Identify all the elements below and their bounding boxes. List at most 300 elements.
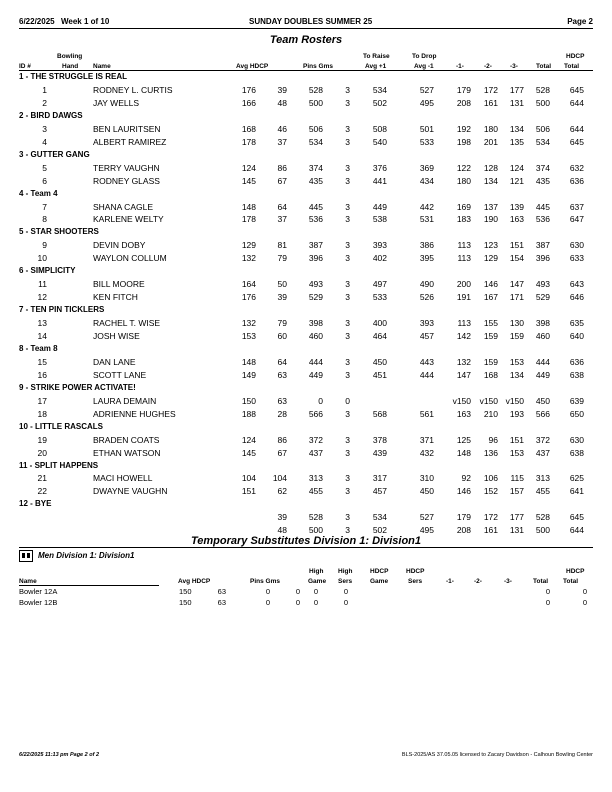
handicap-total: 650 [569, 408, 584, 419]
game-3: 163 [509, 214, 524, 225]
table-row [0, 240, 612, 253]
bowler-name: RODNEY GLASS [93, 175, 160, 186]
game-3: 134 [509, 369, 524, 380]
table-row [0, 587, 612, 598]
series-total: 396 [535, 253, 550, 264]
bowler-id: 21 [37, 473, 47, 484]
game-3: 134 [509, 123, 524, 134]
game-1: 208 [456, 97, 471, 108]
to-drop-avg: 527 [419, 512, 434, 523]
series-total: 387 [535, 240, 550, 251]
bowler-handicap: 50 [277, 279, 287, 290]
bowler-pins: 529 [308, 292, 323, 303]
bowler-handicap: 86 [277, 434, 287, 445]
game-2: 159 [483, 356, 498, 367]
bowler-id: 2 [42, 97, 47, 108]
game-3: 153 [509, 447, 524, 458]
table-row [0, 598, 612, 609]
bowler-id: 14 [37, 331, 47, 341]
subs-header-high-sers-top: High [338, 568, 353, 575]
team-label: 10 - LITTLE RASCALS [19, 421, 104, 431]
bowler-games: 3 [345, 162, 350, 173]
footer-left: 6/22/2025 11:13 pm Page 2 of 2 [19, 752, 99, 758]
table-row [0, 253, 612, 266]
bowler-id: 3 [42, 123, 47, 134]
series-total: 528 [535, 84, 550, 95]
game-1: 163 [456, 408, 471, 419]
to-drop-avg: 444 [419, 369, 434, 380]
game-3: 147 [509, 279, 524, 290]
week-label: Week 1 of 10 [61, 17, 110, 26]
bowler-name: DWAYNE VAUGHN [93, 486, 168, 497]
team-label: 9 - STRIKE POWER ACTIVATE! [19, 382, 136, 392]
bowler-average: 104 [241, 473, 256, 484]
bowler-handicap: 39 [277, 512, 287, 523]
to-raise-avg: 497 [372, 279, 387, 290]
to-drop-avg: 561 [419, 408, 434, 419]
game-3: 171 [509, 292, 524, 303]
series-total: 437 [535, 447, 550, 458]
handicap-total: 630 [569, 434, 584, 445]
bowler-handicap: 28 [277, 408, 287, 419]
report-date: 6/22/2025 [19, 17, 55, 26]
series-total: 500 [535, 97, 550, 108]
bowler-games: 3 [345, 486, 350, 497]
game-2: v150 [479, 395, 498, 406]
to-raise-avg: 449 [372, 201, 387, 212]
sub-pins: 0 [265, 597, 270, 607]
bowler-games: 3 [345, 408, 350, 419]
handicap-total: 632 [569, 162, 584, 173]
bowler-games: 3 [345, 136, 350, 147]
sub-total: 0 [545, 587, 550, 596]
game-2: 155 [483, 318, 498, 329]
bowler-pins: 566 [308, 408, 323, 419]
handicap-total: 645 [569, 84, 584, 95]
bowler-handicap: 37 [277, 214, 287, 225]
series-total: 529 [535, 292, 550, 303]
to-raise-avg: 393 [372, 240, 387, 251]
game-3: 151 [509, 240, 524, 251]
game-3: 154 [509, 253, 524, 264]
game-2: 168 [483, 369, 498, 380]
game-2: 201 [483, 136, 498, 147]
bowler-average: 148 [241, 356, 256, 367]
to-raise-avg: 457 [372, 486, 387, 497]
table-row [0, 98, 612, 111]
table-row [0, 486, 612, 499]
to-raise-avg: 464 [372, 331, 387, 341]
bowler-average: 166 [241, 97, 256, 108]
bowler-name: DEVIN DOBY [93, 240, 146, 251]
handicap-total: 646 [569, 292, 584, 303]
col-header-hand: Hand [62, 63, 79, 70]
column-header-rule [19, 70, 593, 71]
bowler-id: 16 [37, 369, 47, 380]
to-raise-avg: 376 [372, 162, 387, 173]
handicap-total: 644 [569, 123, 584, 134]
to-drop-avg: 457 [419, 331, 434, 341]
series-total: 372 [535, 434, 550, 445]
table-row [0, 137, 612, 150]
game-2: 128 [483, 162, 498, 173]
bowler-pins: 444 [308, 356, 323, 367]
series-total: 435 [535, 175, 550, 186]
table-row [0, 396, 612, 409]
to-raise-avg: 451 [372, 369, 387, 380]
game-2: 129 [483, 253, 498, 264]
handicap-total: 638 [569, 447, 584, 458]
bowler-average: 145 [241, 447, 256, 458]
game-1: 183 [456, 214, 471, 225]
to-drop-avg: 369 [419, 162, 434, 173]
bowler-handicap: 79 [277, 253, 287, 264]
bowler-games: 3 [345, 512, 350, 523]
bowler-handicap: 48 [277, 97, 287, 108]
team-label: 4 - Team 4 [19, 188, 58, 198]
game-3: 124 [509, 162, 524, 173]
game-2: 167 [483, 292, 498, 303]
table-row [0, 435, 612, 448]
to-raise-avg: 441 [372, 175, 387, 186]
bowler-name: SHANA CAGLE [93, 201, 153, 212]
bowler-name: JOSH WISE [93, 331, 140, 341]
bowler-name: BILL MOORE [93, 279, 145, 290]
to-raise-avg: 533 [372, 292, 387, 303]
bowler-handicap: 37 [277, 136, 287, 147]
bowler-id: 22 [37, 486, 47, 497]
game-1: 132 [456, 356, 471, 367]
bowler-id: 15 [37, 356, 47, 367]
handicap-total: 644 [569, 97, 584, 108]
col-header-to-drop2: Avg -1 [414, 63, 434, 70]
table-row [0, 512, 612, 525]
subs-header-g2: -2- [474, 578, 482, 585]
series-total: 460 [535, 331, 550, 341]
to-raise-avg: 508 [372, 123, 387, 134]
subs-header-hdcp-sers: Sers [408, 578, 423, 585]
to-drop-avg: 432 [419, 447, 434, 458]
subs-header-g1: -1- [446, 578, 454, 585]
subs-header-total: Total [533, 578, 549, 585]
to-drop-avg: 501 [419, 123, 434, 134]
bowler-pins: 500 [308, 525, 323, 536]
bowler-average: 150 [241, 395, 256, 406]
game-1: 113 [457, 253, 471, 264]
bowler-pins: 0 [318, 395, 323, 406]
bowler-id: 20 [37, 447, 47, 458]
game-1: 200 [456, 279, 471, 290]
handicap-total: 645 [569, 512, 584, 523]
bowler-pins: 435 [308, 175, 323, 186]
bowler-games: 3 [345, 331, 350, 341]
bowler-name: DAN LANE [93, 356, 136, 367]
bowler-average: 132 [241, 253, 256, 264]
bowler-games: 3 [345, 369, 350, 380]
subs-header-high-game-top: High [309, 568, 324, 575]
bowler-pins: 500 [308, 97, 323, 108]
table-row [0, 176, 612, 189]
game-1: 198 [456, 136, 471, 147]
series-total: 536 [535, 214, 550, 225]
bowler-handicap: 86 [277, 162, 287, 173]
bowler-id: 19 [37, 434, 47, 445]
page-number: Page 2 [567, 17, 593, 26]
subs-header-g3: -3- [504, 578, 512, 585]
col-header-hdcp-total: Total [564, 63, 580, 70]
bowler-pins: 437 [308, 447, 323, 458]
to-raise-avg: 534 [372, 512, 387, 523]
bowler-handicap: 63 [277, 395, 287, 406]
bowler-pins: 528 [308, 512, 323, 523]
bowler-average: 168 [241, 123, 256, 134]
bowler-games: 3 [345, 434, 350, 445]
subs-header-hdcp-total-top: HDCP [566, 568, 585, 575]
to-drop-avg: 533 [419, 136, 434, 147]
col-header-hdcp-total-top: HDCP [566, 53, 585, 60]
table-row [0, 357, 612, 370]
handicap-total: 644 [569, 525, 584, 536]
bowler-name: ETHAN WATSON [93, 447, 161, 458]
bowler-id: 4 [42, 136, 47, 147]
bowler-pins: 445 [308, 201, 323, 212]
sub-games: 0 [295, 587, 300, 596]
game-1: 180 [456, 175, 471, 186]
bowler-id: 13 [37, 318, 47, 329]
game-2: 161 [483, 525, 498, 536]
bowler-pins: 536 [308, 214, 323, 225]
series-total: 450 [535, 395, 550, 406]
bowler-handicap: 81 [277, 240, 287, 251]
handicap-total: 640 [569, 331, 584, 341]
col-header-g2: -2- [484, 63, 492, 70]
game-2: 210 [483, 408, 498, 419]
bowler-name: RODNEY L. CURTIS [93, 84, 173, 95]
bowler-name: MACI HOWELL [93, 473, 153, 484]
sub-name: Bowler 12B [19, 597, 58, 607]
bowler-pins: 534 [308, 136, 323, 147]
handicap-total: 647 [569, 214, 584, 225]
col-header-name: Name [93, 63, 111, 70]
game-1: 179 [456, 84, 471, 95]
team-label: 2 - BIRD DAWGS [19, 110, 83, 120]
bowler-id: 12 [37, 292, 47, 303]
game-1: 142 [456, 331, 471, 341]
bowler-handicap: 64 [277, 356, 287, 367]
series-total: 445 [535, 201, 550, 212]
to-drop-avg: 393 [419, 318, 434, 329]
game-3: 139 [509, 201, 524, 212]
series-total: 444 [535, 356, 550, 367]
subs-rule [19, 547, 593, 548]
bowler-games: 3 [345, 292, 350, 303]
game-3: v150 [505, 395, 524, 406]
col-header-bowling: Bowling [57, 53, 83, 60]
bowler-pins: 493 [308, 279, 323, 290]
sub-total: 0 [545, 597, 550, 607]
header-rule [19, 28, 593, 29]
sub-high-series: 0 [343, 597, 348, 607]
bowler-pins: 372 [308, 434, 323, 445]
sub-pins: 0 [265, 587, 270, 596]
to-drop-avg: 442 [419, 201, 434, 212]
table-row [0, 448, 612, 461]
game-2: 180 [483, 123, 498, 134]
game-3: 159 [509, 331, 524, 341]
bowler-games: 3 [345, 201, 350, 212]
game-1: 148 [456, 447, 471, 458]
to-raise-avg: 400 [372, 318, 387, 329]
bowler-games: 3 [345, 214, 350, 225]
bowler-games: 3 [345, 279, 350, 290]
sub-average: 150 [179, 597, 192, 607]
bowler-name: LAURA DEMAIN [93, 395, 157, 406]
handicap-total: 638 [569, 369, 584, 380]
sub-handicap-total: 0 [582, 587, 587, 596]
to-raise-avg: 402 [372, 253, 387, 264]
sub-handicap: 63 [217, 597, 226, 607]
game-1: 169 [456, 201, 471, 212]
bowler-average: 164 [241, 279, 256, 290]
game-1: 191 [456, 292, 471, 303]
subs-name-rule [19, 585, 159, 586]
bowler-handicap: 67 [277, 447, 287, 458]
table-row [0, 279, 612, 292]
bowler-handicap: 63 [277, 369, 287, 380]
to-drop-avg: 495 [419, 525, 434, 536]
team-label: 6 - SIMPLICITY [19, 266, 76, 276]
handicap-total: 636 [569, 175, 584, 186]
team-label: 5 - STAR SHOOTERS [19, 227, 99, 237]
subs-header-pins-gms: Pins Gms [250, 578, 280, 585]
team-label: 3 - GUTTER GANG [19, 149, 90, 159]
bowler-id: 9 [42, 240, 47, 251]
col-header-to-raise2: Avg +1 [365, 63, 387, 70]
bowler-name: ADRIENNE HUGHES [93, 408, 176, 419]
to-drop-avg: 531 [419, 214, 434, 225]
table-row [0, 163, 612, 176]
bowler-pins: 449 [308, 369, 323, 380]
bowler-id: 7 [42, 201, 47, 212]
game-2: 152 [483, 486, 498, 497]
bowler-average: 124 [241, 434, 256, 445]
to-raise-avg: 317 [372, 473, 387, 484]
subs-header-hdcp-sers-top: HDCP [406, 568, 425, 575]
game-1: v150 [452, 395, 471, 406]
col-header-to-raise: To Raise [363, 53, 390, 60]
bowler-handicap: 60 [277, 331, 287, 341]
bowler-pins: 374 [308, 162, 323, 173]
game-1: 146 [456, 486, 471, 497]
game-2: 190 [483, 214, 498, 225]
bowler-id: 11 [38, 279, 47, 290]
handicap-total: 639 [569, 395, 584, 406]
series-total: 449 [535, 369, 550, 380]
table-row [0, 331, 612, 344]
to-drop-avg: 527 [419, 84, 434, 95]
sub-games: 0 [295, 597, 300, 607]
sub-high-series: 0 [343, 587, 348, 596]
bowler-handicap: 62 [277, 486, 287, 497]
game-3: 151 [509, 434, 524, 445]
bowler-average: 153 [241, 331, 256, 341]
bowler-average: 178 [241, 214, 256, 225]
bowler-average: 124 [241, 162, 256, 173]
col-header-total: Total [536, 63, 552, 70]
bowler-games: 3 [345, 318, 350, 329]
game-2: 136 [483, 447, 498, 458]
bowler-id: 8 [42, 214, 47, 225]
game-3: 153 [509, 356, 524, 367]
subs-header-avg-hdcp: Avg HDCP [178, 578, 211, 585]
to-raise-avg: 534 [372, 84, 387, 95]
game-3: 177 [509, 512, 524, 523]
team-label: 11 - SPLIT HAPPENS [19, 460, 99, 470]
bowler-id: 10 [37, 253, 47, 264]
game-1: 192 [456, 123, 471, 134]
handicap-total: 630 [569, 240, 584, 251]
team-label: 7 - TEN PIN TICKLERS [19, 305, 105, 315]
table-row [0, 292, 612, 305]
to-raise-avg: 502 [372, 97, 387, 108]
game-3: 131 [509, 525, 524, 536]
bowler-handicap: 104 [272, 473, 287, 484]
sub-handicap-total: 0 [582, 597, 587, 607]
team-label: 1 - THE STRUGGLE IS REAL [19, 72, 128, 81]
bowler-handicap: 48 [277, 525, 287, 536]
table-row [0, 214, 612, 227]
to-drop-avg: 395 [419, 253, 434, 264]
to-raise-avg: 450 [372, 356, 387, 367]
bowler-id: 1 [42, 84, 47, 95]
subs-header-hdcp-total: Total [563, 578, 579, 585]
table-row [0, 124, 612, 137]
page-title: Team Rosters [269, 34, 343, 46]
game-1: 113 [457, 240, 471, 251]
subs-title: Temporary Substitutes Division 1: Division1 [190, 535, 422, 547]
bowler-games: 3 [345, 84, 350, 95]
game-3: 131 [509, 97, 524, 108]
bowler-average: 151 [241, 486, 256, 497]
bowler-pins: 313 [308, 473, 323, 484]
to-raise-avg: 502 [372, 525, 387, 536]
bowler-average: 178 [241, 136, 256, 147]
handicap-total: 643 [569, 279, 584, 290]
to-drop-avg: 371 [419, 434, 434, 445]
game-3: 193 [509, 408, 524, 419]
to-drop-avg: 526 [419, 292, 434, 303]
bowler-handicap: 39 [277, 292, 287, 303]
bowler-pins: 396 [308, 253, 323, 264]
col-header-to-drop: To Drop [412, 53, 437, 60]
handicap-total: 625 [569, 473, 584, 484]
game-1: 125 [456, 434, 471, 445]
game-2: 172 [483, 512, 498, 523]
series-total: 398 [535, 318, 550, 329]
to-raise-avg: 538 [372, 214, 387, 225]
bowler-games: 3 [345, 240, 350, 251]
to-raise-avg: 378 [372, 434, 387, 445]
handicap-total: 637 [569, 201, 584, 212]
to-drop-avg: 310 [419, 473, 434, 484]
col-header-avg-hdcp: Avg HDCP [236, 63, 269, 70]
game-3: 130 [509, 318, 524, 329]
handicap-total: 635 [569, 318, 584, 329]
bowler-name: WAYLON COLLUM [93, 253, 167, 264]
bowler-id: 5 [42, 162, 47, 173]
bowler-pins: 387 [308, 240, 323, 251]
table-row [0, 370, 612, 383]
